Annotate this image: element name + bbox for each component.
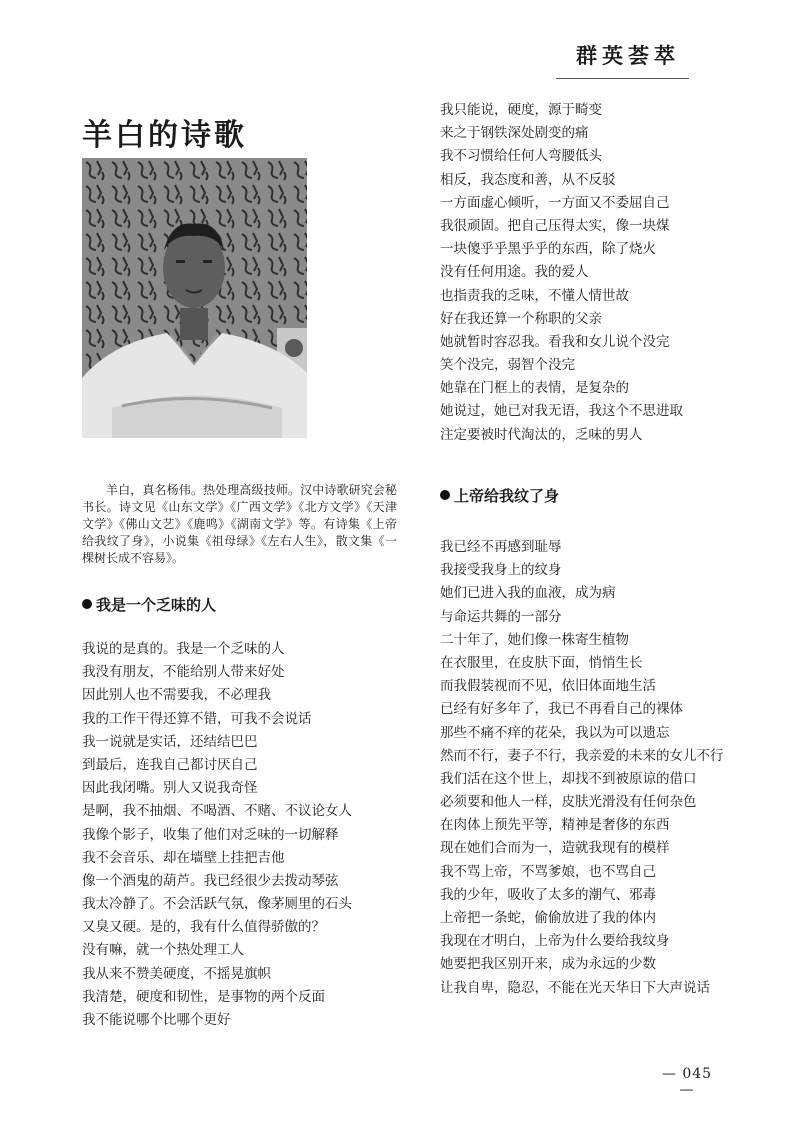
poem-line: 那些不痛不痒的花朵，我以为可以遗忘	[440, 724, 670, 741]
article-title: 羊白的诗歌	[82, 118, 247, 153]
poem-line: 因此我闭嘴。别人又说我奇怪	[82, 780, 258, 797]
poem-line: 没有任何用途。我的爱人	[440, 264, 589, 281]
poem-line: 没有嘛，就一个热处理工人	[82, 942, 244, 959]
poem-line: 来之于钢铁深处剧变的痛	[440, 125, 589, 142]
poem-line: 我们活在这个世上，却找不到被原谅的借口	[440, 770, 697, 787]
poem-line: 我一说就是实话，还结结巴巴	[82, 733, 258, 750]
poem-line: 我不骂上帝，不骂爹娘，也不骂自己	[440, 863, 656, 880]
poem-line: 我的工作干得还算不错，可我不会说话	[82, 710, 312, 727]
page-number: — 045 —	[661, 1066, 713, 1098]
poem-line: 我说的是真的。我是一个乏味的人	[82, 641, 285, 657]
poem-line: 我现在才明白，上帝为什么要给我纹身	[440, 933, 670, 950]
poem-line: 我接受我身上的纹身	[440, 562, 562, 579]
poem-line: 她说过，她已对我无语，我这个不思进取	[440, 403, 683, 420]
poem-line: 到最后，连我自己都讨厌自己	[82, 756, 258, 773]
poem-line: 她们已进入我的血液，成为病	[440, 585, 616, 602]
poem-line: 让我自卑，隐忍，不能在光天华日下大声说话	[440, 979, 710, 996]
poem2-heading	[440, 485, 559, 506]
poem-line: 一方面虚心倾听，一方面又不委屈自己	[440, 194, 670, 211]
poem-line: 也指责我的乏味，不懂人情世故	[440, 287, 629, 304]
poem-line: 必须要和他人一样，皮肤光滑没有任何杂色	[440, 794, 697, 811]
poem-line: 笑个没完，弱智个没完	[440, 357, 575, 374]
poem2-title: 上帝给我纹了身	[454, 487, 560, 505]
poem-line: 我很顽固。把自己压得太实，像一块煤	[440, 217, 670, 234]
poem-line: 一块傻乎乎黑乎乎的东西，除了烧火	[440, 241, 656, 258]
poem1-heading	[82, 594, 216, 615]
poem-line: 我太冷静了。不会活跃气氛，像茅厕里的石头	[82, 896, 352, 913]
poem-line: 我不会音乐、却在墙壁上挂把吉他	[82, 849, 285, 866]
poem1-title: 我是一个乏味的人	[96, 596, 217, 614]
poem-line: 我清楚，硬度和韧性，是事物的两个反面	[82, 988, 325, 1005]
poem-line: 在肉体上预先平等，精神是奢侈的东西	[440, 817, 670, 834]
author-photo	[82, 158, 307, 438]
poem-line: 我已经不再感到耻辱	[440, 539, 562, 555]
poem-line: 上帝把一条蛇，偷偷放进了我的体内	[440, 910, 656, 926]
poem-line: 已经有好多年了，我已不再看自己的裸体	[440, 701, 683, 718]
section-tag: 群英荟萃	[576, 43, 680, 68]
bullet-icon	[82, 599, 92, 609]
poem-line: 我没有朋友，不能给别人带来好处	[82, 664, 285, 681]
poem-line: 像一个酒鬼的葫芦。我已经很少去拨动琴弦	[82, 872, 339, 889]
poem1-lines	[82, 638, 352, 1032]
poem-line: 她要把我区别开来，成为永远的少数	[440, 956, 656, 973]
section-rule	[556, 78, 689, 79]
poem-line: 相反，我态度和善，从不反驳	[440, 171, 616, 188]
poem-line: 好在我还算一个称职的父亲	[440, 310, 602, 327]
poem-line: 是啊，我不抽烟、不喝酒、不赌、不议论女人	[82, 803, 352, 820]
poem-line: 二十年了，她们像一株寄生植物	[440, 631, 629, 648]
poem-line: 而我假装视而不见，依旧体面地生活	[440, 678, 656, 695]
author-bio: 羊白，真名杨伟。热处理高级技师。汉中诗歌研究会秘书长。诗文见《山东文学》《广西文学》《北方文学》《天津文学》《佛山文艺》《鹿鸣》《湖南文学》等。有诗集《上帝给我纹了身》，小说集《祖母绿》《左右人生》，散文集《一棵树长成不容易》。	[82, 483, 397, 565]
poem-line: 现在她们合而为一，造就我现有的模样	[440, 840, 670, 857]
poem-line: 我只能说，硬度，源于畸变	[440, 102, 602, 118]
poem-line: 然而不行，妻子不行，我亲爱的未来的女儿不行	[440, 747, 724, 764]
poem-line: 因此别人也不需要我，不必理我	[82, 687, 271, 704]
poem-line: 她靠在门框上的表情，是复杂的	[440, 380, 629, 397]
poem1-continued-lines	[440, 99, 683, 447]
poem-line: 我不习惯给任何人弯腰低头	[440, 148, 602, 165]
poem-line: 又臭又硬。是的，我有什么值得骄傲的？	[82, 919, 325, 936]
poem2-lines	[440, 536, 724, 1000]
poem-line: 我像个影子，收集了他们对乏味的一切解释	[82, 826, 339, 843]
poem-line: 我的少年，吸收了太多的潮气、邪毒	[440, 886, 656, 903]
poem-line: 与命运共舞的一部分	[440, 608, 562, 625]
poem-line: 注定要被时代淘汰的，乏味的男人	[440, 426, 643, 443]
poem-line: 我不能说哪个比哪个更好	[82, 1012, 231, 1028]
poem-line: 在衣服里，在皮肤下面，悄悄生长	[440, 654, 643, 671]
poem-line: 她就暂时容忍我。看我和女儿说个没完	[440, 333, 670, 350]
bullet-icon	[440, 490, 450, 500]
poem-line: 我从来不赞美硬度，不摇晃旗帜	[82, 965, 271, 982]
